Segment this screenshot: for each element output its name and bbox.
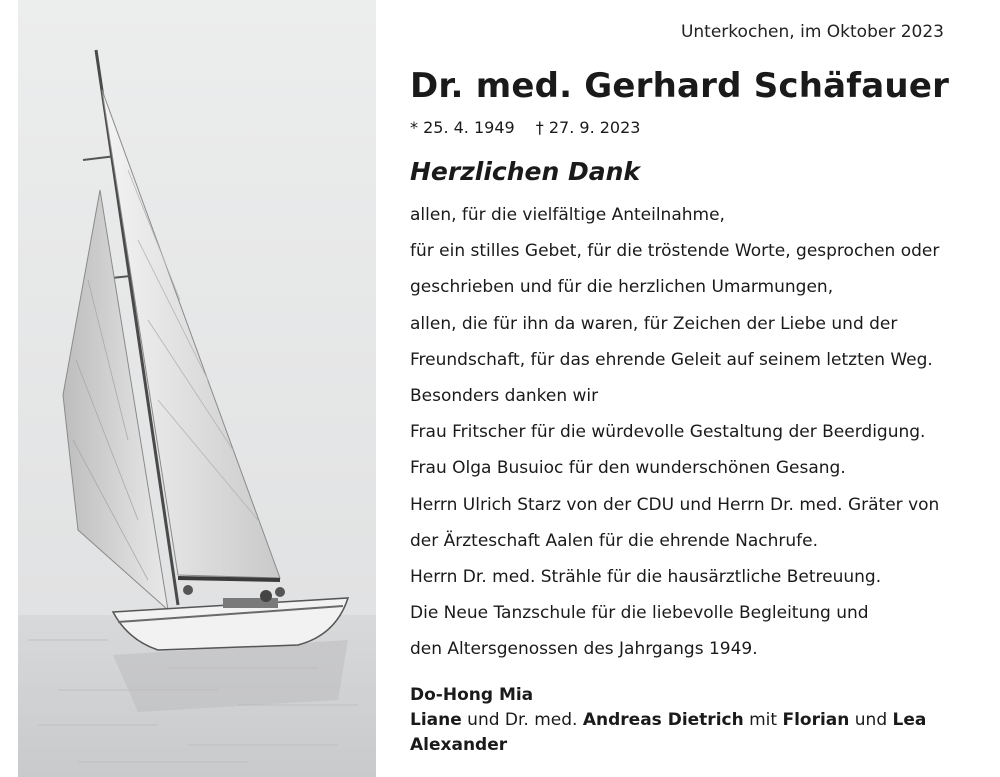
signer-name: Florian bbox=[782, 710, 850, 730]
text-line: allen, für die vielfältige Anteilnahme, bbox=[410, 205, 725, 225]
text-line: Frau Fritscher für die würdevolle Gestaltung der Beerdigung. bbox=[410, 422, 926, 443]
signature-text: und Dr. med. bbox=[461, 710, 583, 730]
signer-name: Alexander bbox=[410, 735, 508, 755]
signer-name: Andreas Dietrich bbox=[582, 710, 744, 730]
text-line: Freundschaft, für das ehrende Geleit auf seinem letzten Weg. bbox=[410, 349, 933, 370]
sailboat-photo bbox=[18, 0, 376, 777]
thanks-text bbox=[410, 197, 990, 667]
signature-line bbox=[410, 683, 990, 708]
text-line: der Ärzteschaft Aalen für die ehrende Nachrufe. bbox=[410, 530, 818, 551]
signer-name: Liane bbox=[410, 710, 462, 730]
signature-block bbox=[410, 683, 990, 758]
headline: Herzlichen Dank bbox=[410, 157, 641, 186]
deceased-name: Dr. med. Gerhard Schäfauer bbox=[410, 66, 950, 106]
text-line: Herrn Ulrich Starz von der CDU und Herrn Dr. med. Gräter von bbox=[410, 494, 940, 515]
life-dates bbox=[410, 118, 640, 137]
place-date: Unterkochen, im Oktober 2023 bbox=[680, 22, 944, 42]
signature-line bbox=[410, 733, 990, 758]
obituary-notice bbox=[410, 0, 990, 777]
text-line: den Altersgenossen des Jahrgangs 1949. bbox=[410, 639, 758, 660]
text-line: geschrieben und für die herzlichen Umarmungen, bbox=[410, 277, 834, 298]
signer-name: Lea bbox=[892, 710, 927, 730]
signer-name: Do-Hong Mia bbox=[410, 685, 534, 705]
signature-text: und bbox=[849, 710, 893, 730]
text-line: Besonders danken wir bbox=[410, 385, 599, 406]
signature-line bbox=[410, 708, 990, 733]
signature-text: mit bbox=[743, 710, 783, 730]
text-line: Herrn Dr. med. Strähle für die hausärztliche Betreuung. bbox=[410, 566, 882, 587]
birth-date: * 25. 4. 1949 bbox=[410, 118, 515, 137]
sailboat-icon bbox=[18, 0, 376, 777]
text-line: Frau Olga Busuioc für den wunderschönen Gesang. bbox=[410, 458, 846, 479]
text-line: für ein stilles Gebet, für die tröstende Worte, gesprochen oder bbox=[410, 241, 940, 262]
death-date: † 27. 9. 2023 bbox=[535, 118, 641, 137]
text-line: allen, die für ihn da waren, für Zeichen der Liebe und der bbox=[410, 313, 898, 334]
text-line: Die Neue Tanzschule für die liebevolle Begleitung und bbox=[410, 603, 869, 624]
